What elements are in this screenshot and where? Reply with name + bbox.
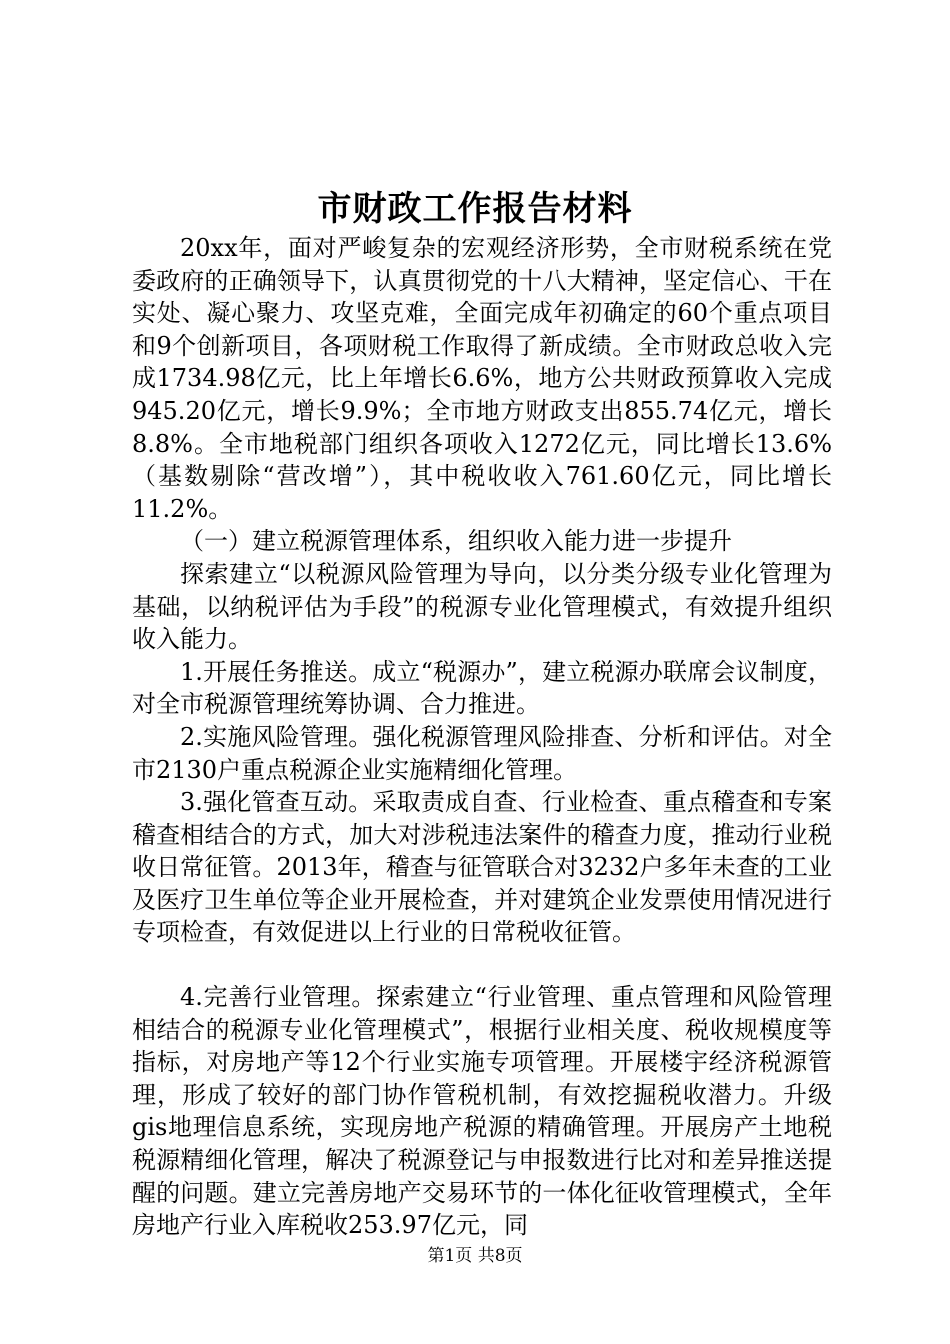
page-number-footer: 第1页 共8页 — [427, 1246, 523, 1266]
section-heading: （一）建立税源管理体系，组织收入能力进一步提升 — [180, 527, 732, 556]
section-summary-paragraph: 探索建立“以税源风险管理为导向，以分类分级专业化管理为基础，以纳税评估为手段”的税源专业化管理模式，有效提升组织收入能力。 — [132, 559, 832, 654]
item-3-paragraph: 3.强化管查互动。采取责成自查、行业检查、重点稽查和专案稽查相结合的方式，加大对涉税违法案件的稽查力度，推动行业税收日常征管。2013年，稽查与征管联合对3232户多年未查的工业及医疗卫生单位等企业开展检查，并对建筑企业发票使用情况进行专项检查，有效促进以上行业的日常税收征管。 — [132, 788, 832, 947]
paragraph-spacer — [132, 949, 832, 981]
intro-paragraph: 20xx年，面对严峻复杂的宏观经济形势，全市财税系统在党委政府的正确领导下，认真贯彻党的十八大精神，坚定信心、干在实处、凝心聚力、攻坚克难，全面完成年初确定的60个重点项目和9个创新项目，各项财税工作取得了新成绩。全市财政总收入完成1734.98亿元，比上年增长6.6%，地方公共财政预算收入完成945.20亿元，增长9.9%；全市地方财政支出855.74亿元，增长8.8%。全市地税部门组织各项收入1272亿元，同比增长13.6%（基数剔除“营改增”），其中税收收入761.60亿元，同比增长11.2%。 — [132, 234, 832, 523]
item-2-paragraph: 2.实施风险管理。强化税源管理风险排查、分析和评估。对全市2130户重点税源企业实施精细化管理。 — [132, 722, 832, 784]
document-title: 市财政工作报告材料 — [317, 189, 633, 229]
item-4-paragraph: 4.完善行业管理。探索建立“行业管理、重点管理和风险管理相结合的税源专业化管理模式”，根据行业相关度、税收规模度等指标，对房地产等12个行业实施专项管理。开展楼宇经济税源管理，形成了较好的部门协作管税机制，有效挖掘税收潜力。升级gis地理信息系统，实现房地产税源的精确管理。开展房产土地税税源精细化管理，解决了税源登记与申报数进行比对和差异推送提醒的问题。建立完善房地产交易环节的一体化征收管理模式，全年房地产行业入库税收253.97亿元，同 — [132, 983, 832, 1240]
document-body — [132, 232, 832, 1242]
item-1-paragraph: 1.开展任务推送。成立“税源办”，建立税源办联席会议制度，对全市税源管理统筹协调、合力推进。 — [132, 657, 832, 719]
